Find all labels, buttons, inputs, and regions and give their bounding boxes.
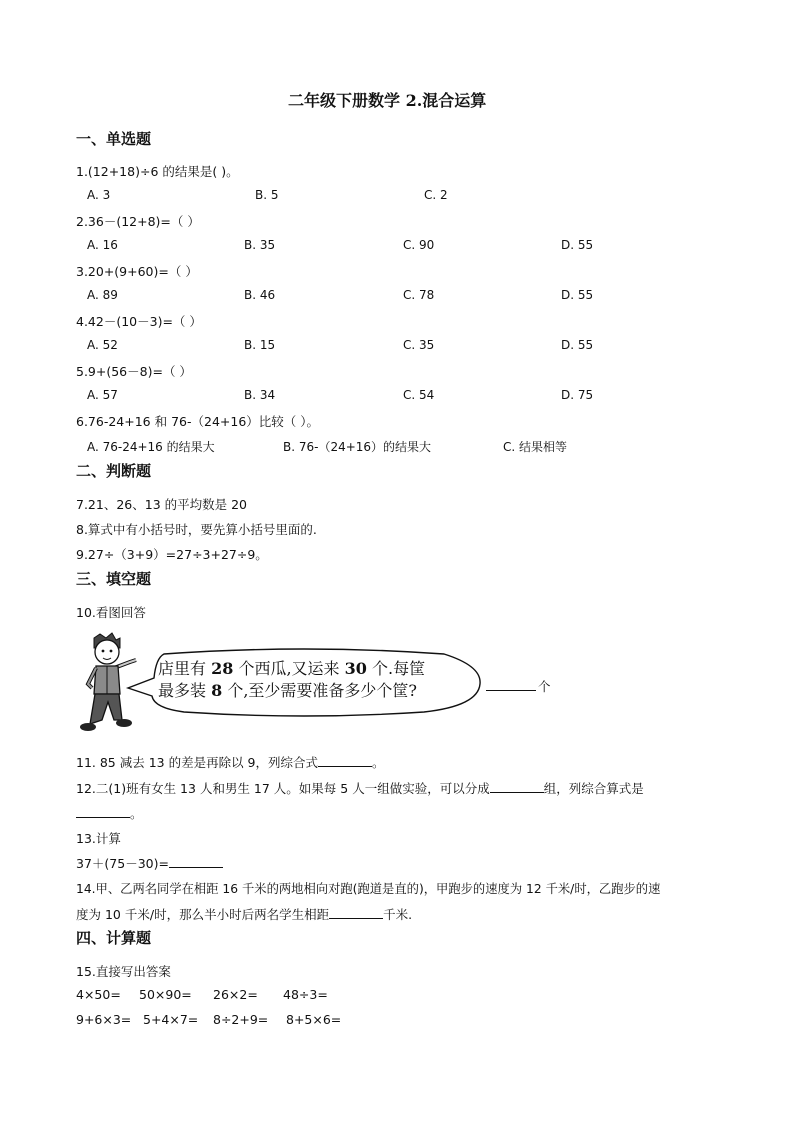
q2-option-d: D. 55 bbox=[561, 238, 594, 252]
calc-item: 8÷2+9= bbox=[213, 1012, 269, 1027]
section-heading-single-choice: 一、单选题 bbox=[76, 130, 152, 148]
calc-item: 48÷3= bbox=[283, 987, 328, 1002]
q6-option-b: B. 76-（24+16）的结果大 bbox=[283, 440, 432, 454]
q4-option-c: C. 35 bbox=[403, 338, 435, 352]
speech-bubble-text bbox=[158, 658, 425, 702]
question-13: 13.计算 bbox=[76, 831, 121, 846]
calc-item: 26×2= bbox=[213, 987, 258, 1002]
q5-option-a: A. 57 bbox=[87, 388, 118, 402]
question-14-line-2: 度为 10 千米/时，那么半小时后两名学生相距 千米. bbox=[76, 907, 413, 922]
question-10: 10.看图回答 bbox=[76, 605, 146, 620]
question-4: 4.42－(10－3)=（ ） bbox=[76, 314, 202, 329]
question-5: 5.9+(56－8)=（ ） bbox=[76, 364, 192, 379]
bubble-line-2: 最多装 8 个,至少需要准备多少个筐? bbox=[158, 681, 417, 700]
q5-option-d: D. 75 bbox=[561, 388, 594, 402]
question-3: 3.20+(9+60)=（ ） bbox=[76, 264, 198, 279]
question-1: 1.(12+18)÷6 的结果是( )。 bbox=[76, 164, 239, 179]
q1-option-b: B. 5 bbox=[255, 188, 279, 202]
question-14: 14.甲、乙两名同学在相距 16 千米的两地相向对跑(跑道是直的)，甲跑步的速度为 12 千米/时，乙跑步的速 bbox=[76, 882, 661, 896]
question-15: 15.直接写出答案 bbox=[76, 964, 171, 979]
q6-option-c: C. 结果相等 bbox=[503, 440, 568, 454]
q13-answer-blank[interactable] bbox=[169, 855, 223, 868]
calc-item: 8+5×6= bbox=[286, 1012, 342, 1027]
q12-expression-blank[interactable] bbox=[76, 805, 130, 818]
q2-option-a: A. 16 bbox=[87, 238, 118, 252]
question-6: 6.76-24+16 和 76-（24+16）比较（ ）。 bbox=[76, 414, 319, 429]
question-8: 8.算式中有小括号时，要先算小括号里面的. bbox=[76, 522, 317, 537]
section-heading-calculation: 四、计算题 bbox=[76, 929, 152, 947]
q10-answer-blank[interactable] bbox=[486, 678, 536, 691]
q3-option-a: A. 89 bbox=[87, 288, 118, 302]
calc-item: 5+4×7= bbox=[143, 1012, 199, 1027]
section-heading-fill-blank: 三、填空题 bbox=[76, 570, 152, 588]
q4-option-d: D. 55 bbox=[561, 338, 594, 352]
q3-option-b: B. 46 bbox=[244, 288, 276, 302]
q2-option-c: C. 90 bbox=[403, 238, 435, 252]
q11-answer-blank[interactable] bbox=[318, 754, 372, 767]
calc-item: 9+6×3= bbox=[76, 1012, 132, 1027]
q4-option-b: B. 15 bbox=[244, 338, 276, 352]
q5-option-b: B. 34 bbox=[244, 388, 276, 402]
bubble-line-1: 店里有 28 个西瓜,又运来 30 个.每筐 bbox=[158, 659, 426, 678]
q4-option-a: A. 52 bbox=[87, 338, 118, 352]
calc-item: 50×90= bbox=[139, 987, 192, 1002]
q1-option-c: C. 2 bbox=[424, 188, 448, 202]
q2-option-b: B. 35 bbox=[244, 238, 276, 252]
q3-option-d: D. 55 bbox=[561, 288, 594, 302]
section-heading-true-false: 二、判断题 bbox=[76, 462, 152, 480]
question-12: 12.二(1)班有女生 13 人和男生 17 人。如果每 5 人一组做实验，可以分成 组，列综合算式是 bbox=[76, 781, 644, 796]
q3-option-c: C. 78 bbox=[403, 288, 435, 302]
question-7: 7.21、26、13 的平均数是 20 bbox=[76, 497, 247, 512]
question-13-expression: 37＋(75－30)= bbox=[76, 854, 223, 872]
q10-unit: 个 bbox=[538, 679, 551, 694]
calc-item: 4×50= bbox=[76, 987, 121, 1002]
question-12-line-2: 。 bbox=[76, 804, 143, 822]
question-9: 9.27÷（3+9）=27÷3+27÷9。 bbox=[76, 547, 268, 562]
q6-option-a: A. 76-24+16 的结果大 bbox=[87, 440, 215, 454]
q5-option-c: C. 54 bbox=[403, 388, 435, 402]
q12-groups-blank[interactable] bbox=[490, 780, 544, 793]
q1-option-a: A. 3 bbox=[87, 188, 111, 202]
q14-answer-blank[interactable] bbox=[329, 906, 383, 919]
page-title: 二年级下册数学 2.混合运算 bbox=[288, 91, 487, 110]
question-11: 11. 85 减去 13 的差是再除以 9，列综合式 。 bbox=[76, 755, 385, 770]
question-2: 2.36－(12+8)=（ ） bbox=[76, 214, 200, 229]
